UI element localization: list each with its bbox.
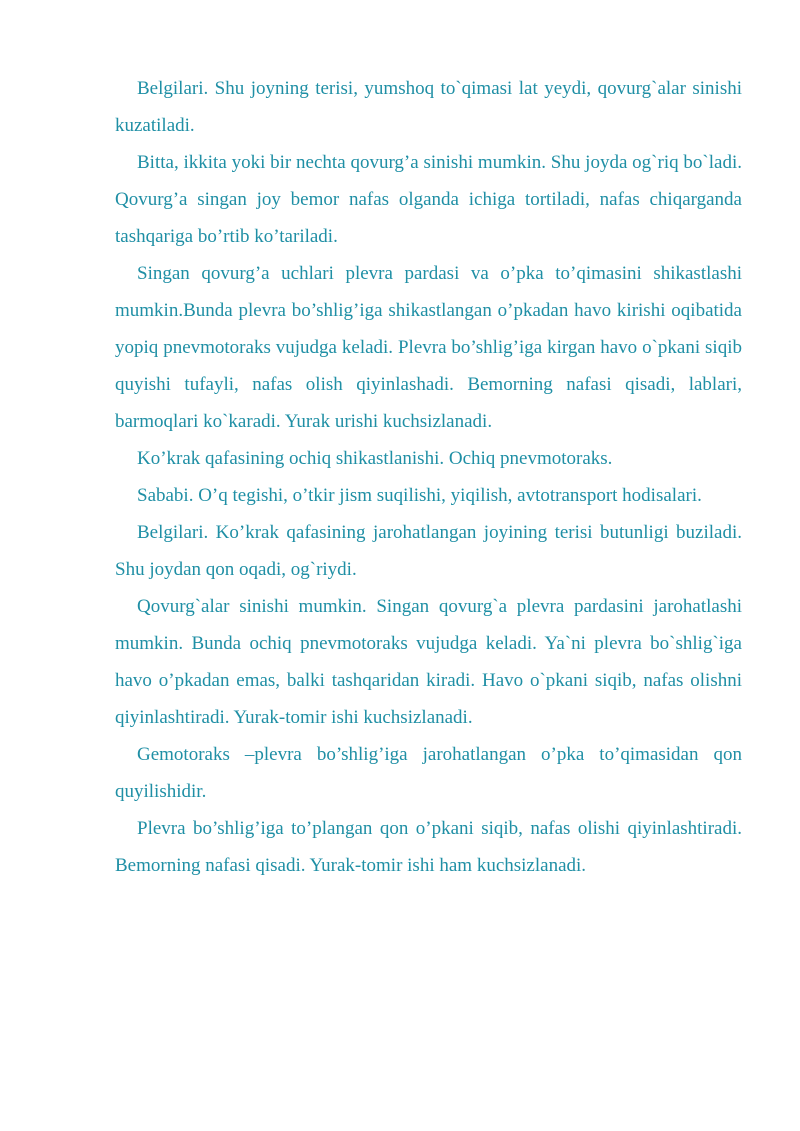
paragraph-sababi: Sababi. O’q tegishi, o’tkir jism suqilishi, yiqilish, avtotransport hodisalari.: [137, 485, 702, 506]
paragraph-hemothorax: Gemotoraks –plevra bo’shlig’iga jarohatlangan o’pka to’qimasidan qon quyilishidir.: [115, 744, 742, 802]
paragraph-open-chest-injury-heading: Ko’krak qafasining ochiq shikastlanishi. Ochiq pnevmotoraks.: [137, 448, 613, 469]
paragraph-hemothorax-effects: Plevra bo’shlig’iga to’plangan qon o’pkani siqib, nafas olishi qiyinlashtiradi. Bemorning nafasi qisadi. Yurak-tomir ishi ham kuchsizlanadi.: [115, 818, 742, 876]
paragraph-closed-pneumothorax: Singan qovurg’a uchlari plevra pardasi va o’pka to’qimasini shikastlashi mumkin.Bunda plevra bo’shlig’iga shikastlangan o’pkadan havo kirishi oqibatida yopiq pnevmotoraks vujudga keladi. Plevra bo’shlig’iga kirgan havo o`pkani siqib quyishi tufayli, nafas olish qiyinlashadi. Bemorning nafasi qisadi, lablari, barmoqlari ko`karadi. Yurak urishi kuchsizlanadi.: [115, 263, 742, 432]
paragraph-belgilari-chest: Belgilari. Ko’krak qafasining jarohatlangan joyining terisi butunligi buziladi. Shu joydan qon oqadi, og`riydi.: [115, 522, 742, 580]
paragraph-open-pneumothorax: Qovurg`alar sinishi mumkin. Singan qovurg`a plevra pardasini jarohatlashi mumkin. Bunda ochiq pnevmotoraks vujudga keladi. Ya`ni plevra bo`shlig`iga havo o’pkadan emas, balki tashqaridan kiradi. Havo o`pkani siqib, nafas olishni qiyinlashtiradi. Yurak-tomir ishi kuchsizlanadi.: [115, 596, 742, 728]
paragraph-belgilari-rib: Belgilari. Shu joyning terisi, yumshoq to`qimasi lat yeydi, qovurg`alar sinishi kuzatiladi.: [115, 78, 742, 136]
paragraph-rib-fracture: Bitta, ikkita yoki bir nechta qovurg’a sinishi mumkin. Shu joyda og`riq bo`ladi. Qovurg’a singan joy bemor nafas olganda ichiga tortiladi, nafas chiqarganda tashqariga bo’rtib ko’tariladi.: [115, 152, 742, 247]
document-body: [115, 70, 742, 884]
